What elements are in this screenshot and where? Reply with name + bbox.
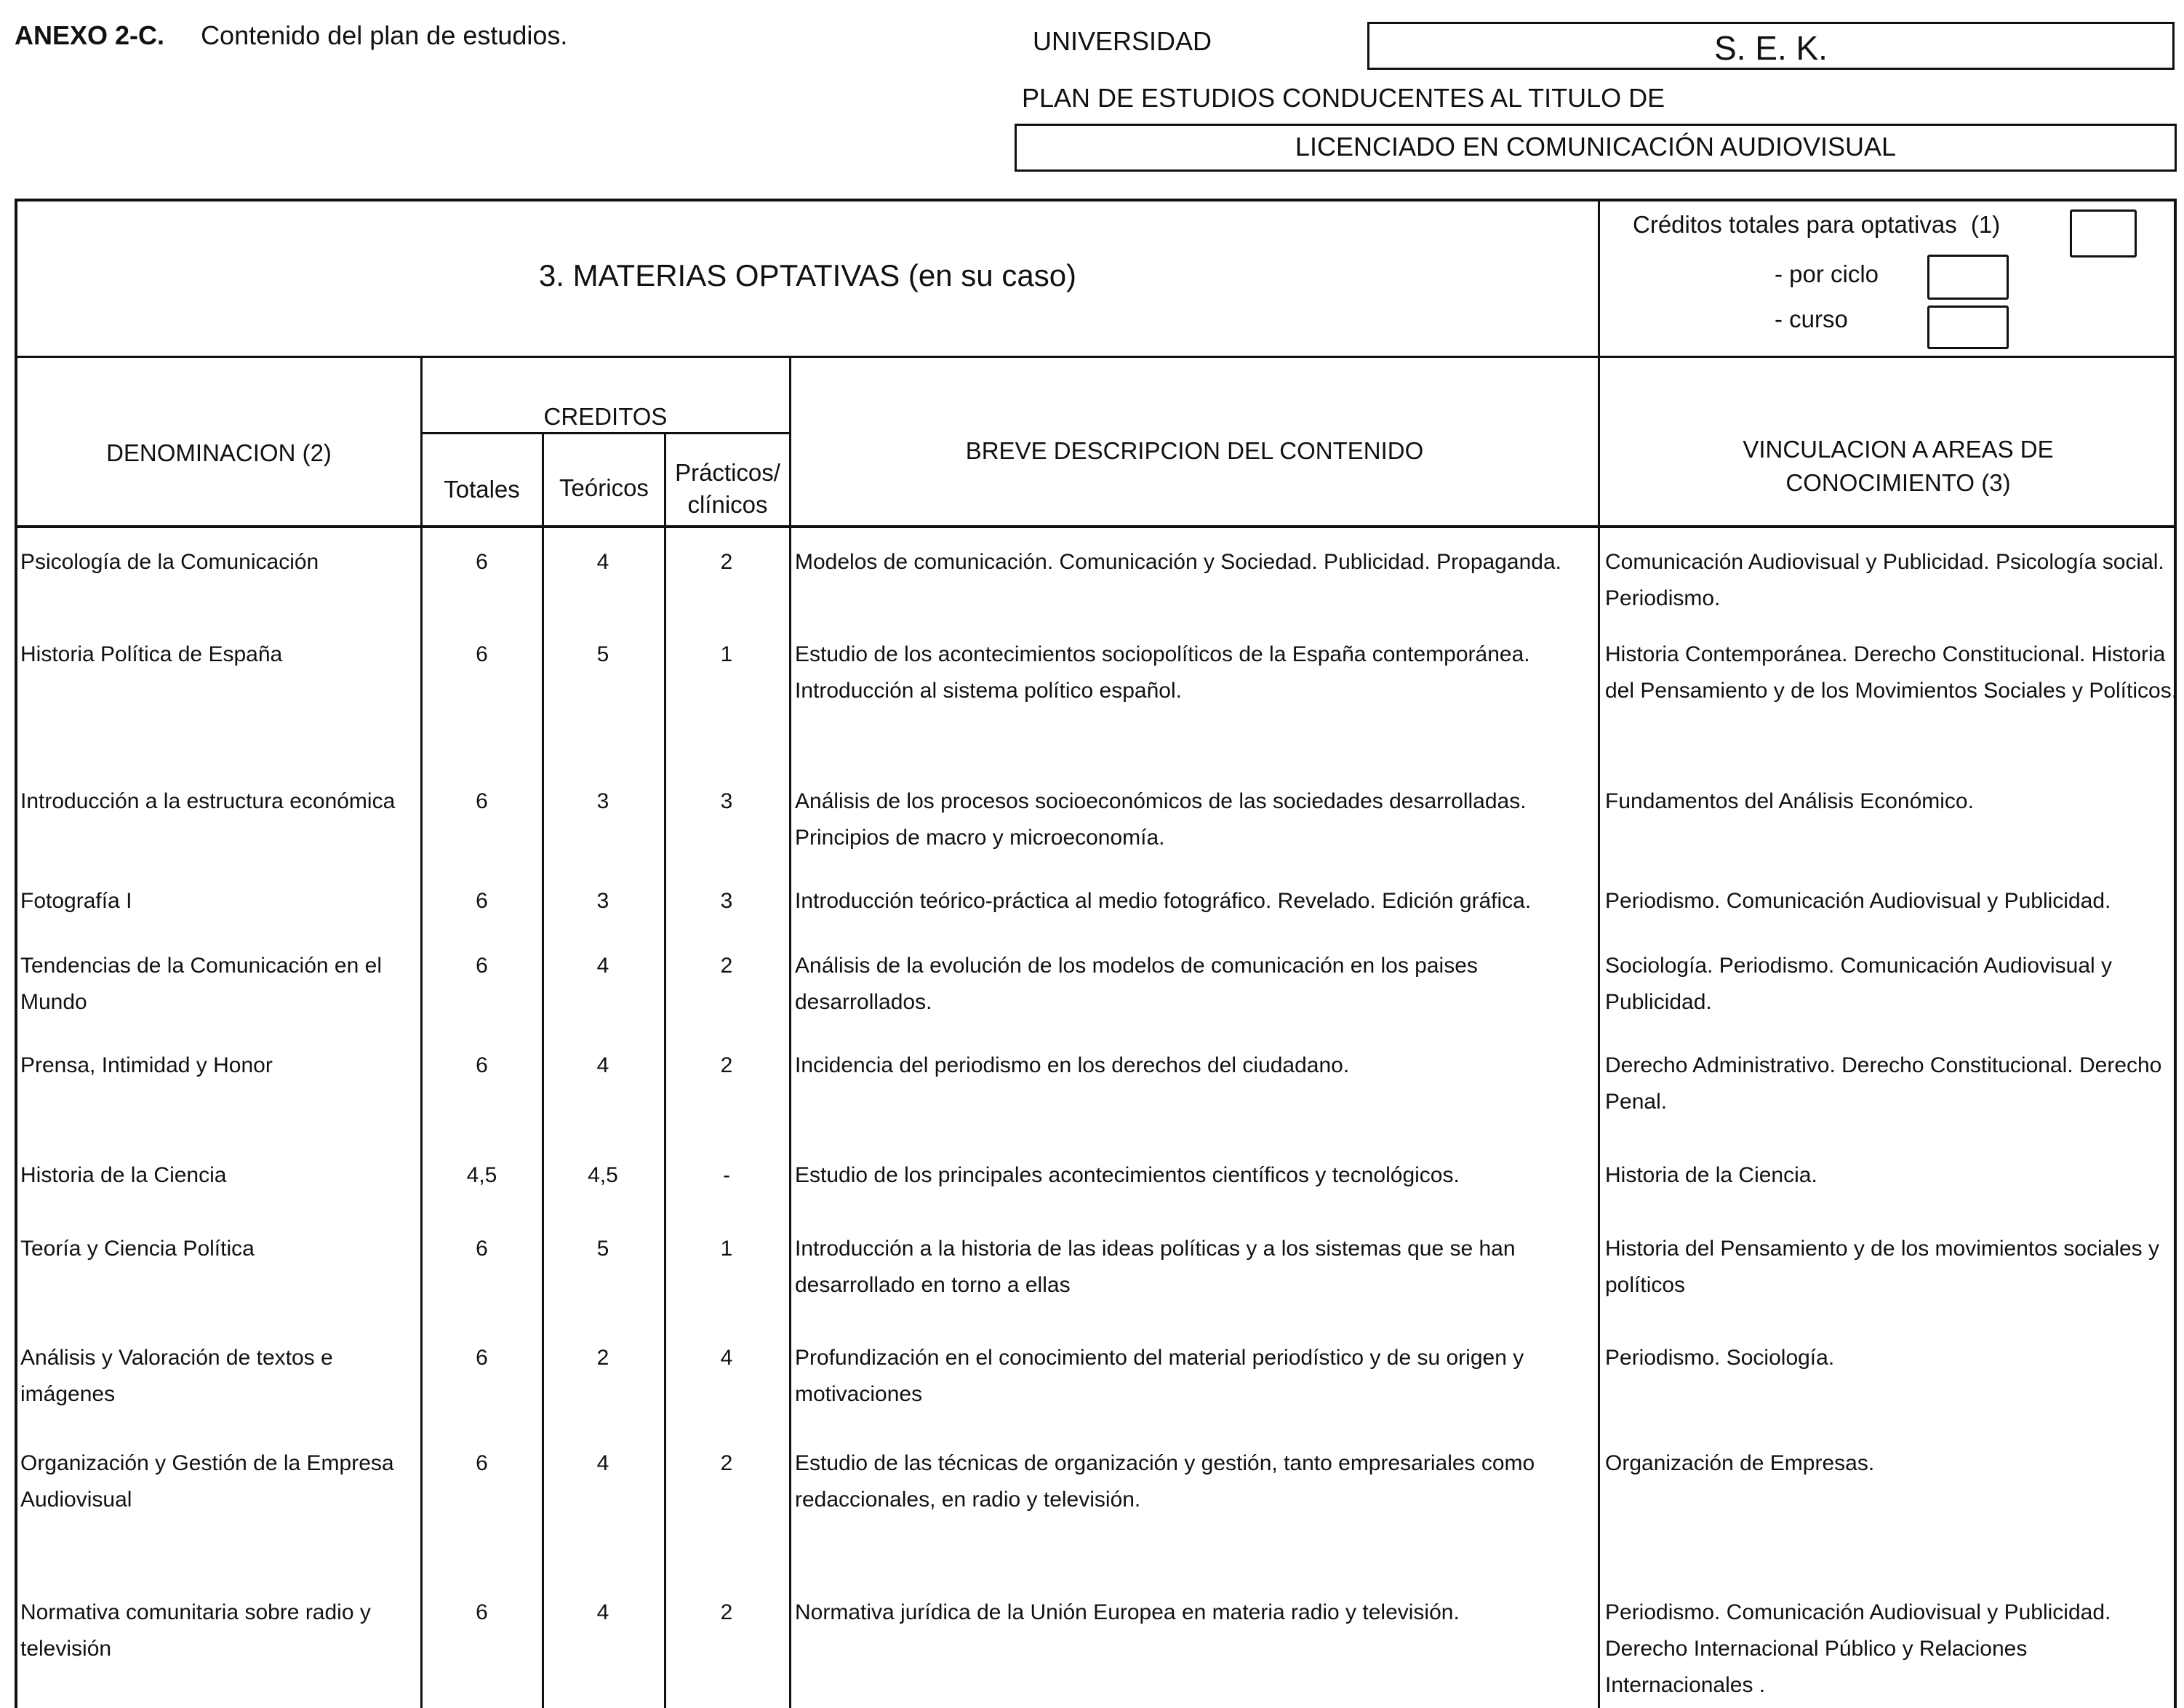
row-totales: 6	[476, 1237, 488, 1261]
col-practicos: Prácticos/ clínicos	[675, 459, 780, 518]
row-teoricos: 4	[596, 1451, 609, 1475]
row-areas: Fundamentos del Análisis Económico.	[1605, 789, 1974, 813]
universidad-value: S. E. K.	[1714, 29, 1828, 67]
curso-label: - curso	[1775, 306, 1848, 332]
section-title: 3. MATERIAS OPTATIVAS (en su caso)	[538, 258, 1077, 292]
row-descripcion: Normativa jurídica de la Unión Europea en materia radio y televisión.	[795, 1600, 1460, 1624]
row-totales: 6	[476, 550, 488, 574]
row-totales: 6	[476, 1346, 488, 1370]
row-teoricos: 3	[596, 789, 609, 813]
col-descripcion: BREVE DESCRIPCION DEL CONTENIDO	[965, 437, 1424, 464]
row-descripcion: Modelos de comunicación. Comunicación y Sociedad. Publicidad. Propaganda.	[795, 550, 1561, 574]
row-areas: Historia de la Ciencia.	[1605, 1163, 1817, 1187]
creditos-totales-label: Créditos totales para optativas	[1633, 211, 1957, 238]
row-areas: Organización de Empresas.	[1605, 1451, 1875, 1475]
titulo-value: LICENCIADO EN COMUNICACIÓN AUDIOVISUAL	[1295, 132, 1897, 161]
row-descripcion: Estudio de los acontecimientos sociopolíticos de la España contemporánea. Introducción al sistema político español.	[795, 642, 1530, 703]
row-descripcion: Análisis de la evolución de los modelos de comunicación en los paises desarrollados.	[795, 954, 1478, 1014]
row-areas: Sociología. Periodismo. Comunicación Audiovisual y Publicidad.	[1605, 954, 2113, 1014]
divider	[1598, 199, 1600, 1708]
row-teoricos: 3	[596, 889, 609, 913]
row-descripcion: Profundización en el conocimiento del material periodístico y de su origen y motivaciones	[795, 1346, 1524, 1406]
row-teoricos: 5	[596, 642, 609, 666]
row-denominacion: Organización y Gestión de la Empresa Audiovisual	[20, 1451, 394, 1512]
por-ciclo-label: - por ciclo	[1775, 260, 1879, 287]
row-teoricos: 4	[596, 954, 609, 978]
row-teoricos: 4	[596, 550, 609, 574]
divider	[15, 525, 2177, 528]
plan-label: PLAN DE ESTUDIOS CONDUCENTES AL TITULO DE	[1022, 83, 1665, 113]
row-areas: Periodismo. Sociología.	[1605, 1346, 1835, 1370]
creditos-totales-note: (1)	[1970, 211, 2001, 238]
row-totales: 4,5	[466, 1163, 497, 1187]
col-teoricos: Teóricos	[559, 474, 649, 501]
row-denominacion: Análisis y Valoración de textos e imágenes	[20, 1346, 333, 1406]
row-denominacion: Teoría y Ciencia Política	[20, 1237, 255, 1261]
row-teoricos: 5	[596, 1237, 609, 1261]
row-areas: Comunicación Audiovisual y Publicidad. Psicología social. Periodismo.	[1605, 550, 2164, 610]
row-totales: 6	[476, 1600, 488, 1624]
row-totales: 6	[476, 1053, 488, 1077]
creditos-totales-row	[1633, 211, 2000, 239]
col-denominacion: DENOMINACION (2)	[106, 439, 332, 466]
row-practicos: 2	[720, 1053, 733, 1077]
divider	[789, 356, 791, 1708]
row-teoricos: 4,5	[588, 1163, 618, 1187]
annex-label: ANEXO 2-C.	[15, 20, 165, 50]
row-descripcion: Estudio de los principales acontecimientos científicos y tecnológicos.	[795, 1163, 1460, 1187]
titulo-box	[1015, 124, 2177, 172]
row-descripcion: Estudio de las técnicas de organización y gestión, tanto empresariales como redaccionales, en radio y televisión.	[795, 1451, 1535, 1512]
row-denominacion: Tendencias de la Comunicación en el Mundo	[20, 954, 382, 1014]
row-descripcion: Introducción a la historia de las ideas políticas y a los sistemas que se han desarrollado en torno a ellas	[795, 1237, 1516, 1297]
divider	[15, 356, 2177, 358]
row-practicos: 2	[720, 1451, 733, 1475]
row-denominacion: Normativa comunitaria sobre radio y televisión	[20, 1600, 371, 1661]
row-teoricos: 2	[596, 1346, 609, 1370]
row-denominacion: Historia de la Ciencia	[20, 1163, 227, 1187]
col-creditos: CREDITOS	[543, 403, 668, 430]
universidad-box	[1367, 22, 2175, 70]
row-teoricos: 4	[596, 1600, 609, 1624]
row-practicos: -	[723, 1163, 730, 1187]
row-practicos: 1	[720, 642, 733, 666]
row-practicos: 2	[720, 954, 733, 978]
universidad-label: UNIVERSIDAD	[1033, 26, 1212, 56]
row-practicos: 2	[720, 1600, 733, 1624]
row-practicos: 3	[720, 789, 733, 813]
row-totales: 6	[476, 642, 488, 666]
row-areas: Derecho Administrativo. Derecho Constitucional. Derecho Penal.	[1605, 1053, 2162, 1114]
row-denominacion: Historia Política de España	[20, 642, 283, 666]
row-totales: 6	[476, 1451, 488, 1475]
row-totales: 6	[476, 954, 488, 978]
row-areas: Historia Contemporánea. Derecho Constitucional. Historia del Pensamiento y de los Movimientos Sociales y Políticos.	[1605, 642, 2178, 703]
col-totales: Totales	[444, 476, 520, 503]
row-teoricos: 4	[596, 1053, 609, 1077]
row-practicos: 1	[720, 1237, 733, 1261]
row-denominacion: Introducción a la estructura económica	[20, 789, 396, 813]
row-descripcion: Introducción teórico-práctica al medio fotográfico. Revelado. Edición gráfica.	[795, 889, 1532, 913]
row-practicos: 3	[720, 889, 733, 913]
row-areas: Periodismo. Comunicación Audiovisual y Publicidad. Derecho Internacional Público y Relaciones Internacionales .	[1605, 1600, 2111, 1697]
annex-heading	[15, 20, 567, 51]
row-descripcion: Análisis de los procesos socioeconómicos de las sociedades desarrolladas. Principios de macro y microeconomía.	[795, 789, 1527, 850]
row-practicos: 2	[720, 550, 733, 574]
row-denominacion: Prensa, Intimidad y Honor	[20, 1053, 273, 1077]
row-denominacion: Fotografía I	[20, 889, 132, 913]
curso-box[interactable]	[1927, 306, 2009, 349]
creditos-totales-box[interactable]	[2070, 209, 2137, 258]
col-vinculacion: VINCULACION A AREAS DE CONOCIMIENTO (3)	[1743, 436, 2054, 496]
row-practicos: 4	[720, 1346, 733, 1370]
por-ciclo-box[interactable]	[1927, 255, 2009, 300]
row-areas: Historia del Pensamiento y de los movimientos sociales y políticos	[1605, 1237, 2159, 1297]
annex-description: Contenido del plan de estudios.	[201, 20, 568, 50]
row-denominacion: Psicología de la Comunicación	[20, 550, 319, 574]
row-descripcion: Incidencia del periodismo en los derechos del ciudadano.	[795, 1053, 1350, 1077]
row-areas: Periodismo. Comunicación Audiovisual y Publicidad.	[1605, 889, 2111, 913]
row-totales: 6	[476, 889, 488, 913]
row-totales: 6	[476, 789, 488, 813]
